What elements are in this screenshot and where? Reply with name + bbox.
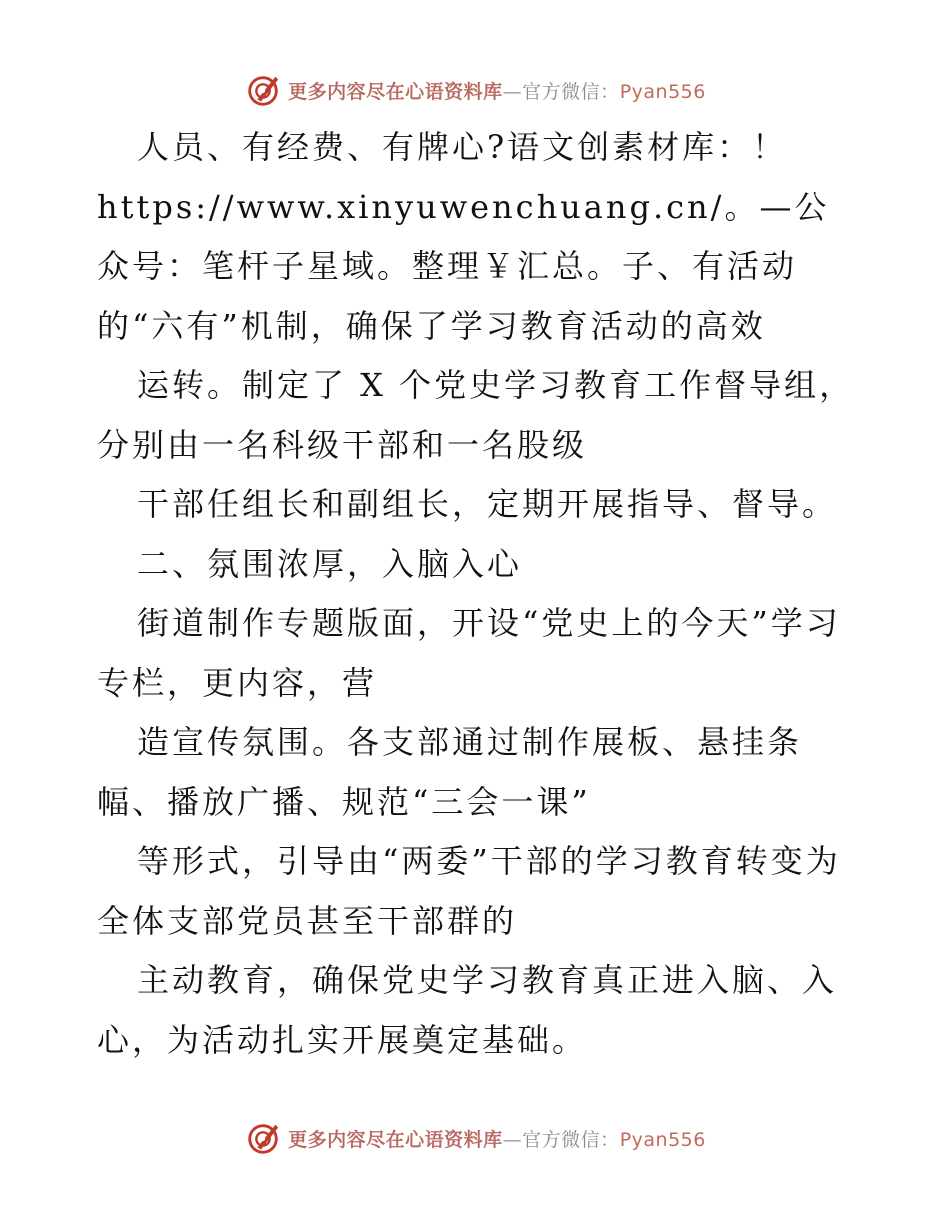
paragraph-7: 主动教育，确保党史学习教育真正进入脑、入心，为活动扎实开展奠定基础。 (97, 961, 838, 1059)
paragraph-3: 干部任组长和副组长，定期开展指导、督导。 (137, 485, 838, 523)
banner-wechat-id: Pyan556 (619, 1128, 706, 1151)
paragraph-2: 运转。制定了 X 个党史学习教育工作督导组，分别由一名科级干部和一名股级 (97, 366, 855, 464)
paragraph-6: 等形式，引导由“两委”干部的学习教育转变为全体支部党员甚至干部群的 (97, 842, 841, 940)
banner-text (288, 77, 706, 104)
banner-lead-text: 更多内容尽在心语资料库 (288, 1128, 503, 1151)
paragraph-5: 造宣传氛围。各支部通过制作展板、悬挂条幅、播放广播、规范“三会一课” (97, 723, 803, 821)
section-heading: 二、氛围浓厚，入脑入心 (137, 544, 523, 583)
banner-wechat-label: 官方微信： (522, 1128, 620, 1151)
paragraph-1: 人员、有经费、有牌心?语文创素材库：！https://www.xinyuwenchuang.cn/。—公众号：笔杆子星域。整理￥汇总。子、有活动的“六有”机制，确保了学习教育活动的高效 (97, 128, 830, 345)
footer-watermark-banner (0, 1118, 950, 1158)
banner-wechat-label: 官方微信： (522, 80, 620, 103)
paragraph-4: 街道制作专题版面，开设“党史上的今天”学习专栏，更内容，营 (97, 604, 841, 702)
banner-lead-text: 更多内容尽在心语资料库 (288, 80, 503, 103)
banner-dash: — (502, 1128, 523, 1151)
banner-text (288, 1125, 706, 1152)
document-body (97, 118, 857, 1070)
banner-wechat-id: Pyan556 (619, 80, 706, 103)
brand-logo-icon (244, 1119, 282, 1157)
brand-logo-icon (244, 71, 282, 109)
banner-dash: — (502, 80, 523, 103)
header-watermark-banner (0, 70, 950, 110)
